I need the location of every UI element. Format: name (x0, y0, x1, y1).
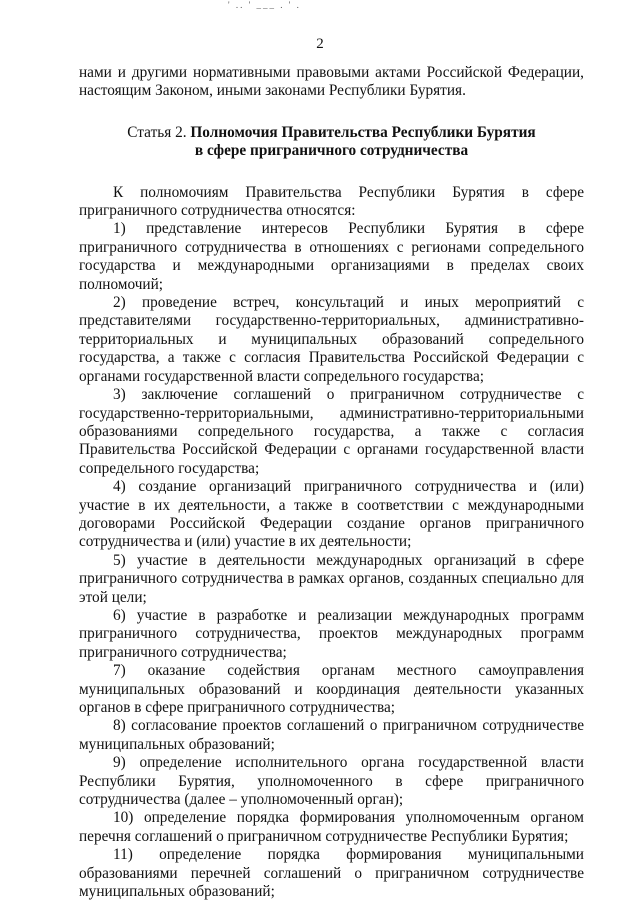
list-item: 8) согласование проектов соглашений о приграничном сотрудничестве муниципальных образований; (79, 717, 584, 753)
list-item: 6) участие в разработке и реализации международных программ приграничного сотрудничества, проектов международных программ приграничного сотрудничества; (79, 606, 584, 661)
top-scan-marks: ' .. ' ___ . ' . (228, 0, 301, 10)
list-item: 2) проведение встреч, консультаций и иных мероприятий с представителями государственно-территориальных, административно-территориальных и муниципальных образований сопредельного государства, а также с согласия Правительства Российской Федерации с органами государственной власти сопредельного государства; (79, 294, 584, 385)
list-item: 11) определение порядка формирования муниципальными образованиями перечней соглашений о приграничном сотрудничестве муниципальных образований; (79, 846, 584, 901)
list-item: 1) представление интересов Республики Бурятия в сфере приграничного сотрудничества в отношениях с регионами сопредельного государства и международными организациями в пределах своих полномочий; (79, 220, 584, 293)
list-item: 10) определение порядка формирования уполномоченным органом перечня соглашений о приграничном сотрудничестве Республики Бурятия; (79, 809, 584, 845)
list-item: 9) определение исполнительного органа государственной власти Республики Бурятия, уполномоченного в сфере приграничного сотрудничества (далее – уполномоченный орган); (79, 754, 584, 809)
list-item: 4) создание организаций приграничного сотрудничества и (или) участие в их деятельности, а также в соответствии с международными договорами Российской Федерации создание органов приграничного сотрудничества и (или) участие в их деятельности; (79, 478, 584, 551)
list-item: 5) участие в деятельности международных организаций в сфере приграничного сотрудничества в рамках органов, созданных специально для этой цели; (79, 551, 584, 606)
lead-paragraph: К полномочиям Правительства Республики Бурятия в сфере приграничного сотрудничества относятся: (79, 183, 584, 220)
list-item: 3) заключение соглашений о приграничном сотрудничестве с государственно-территориальными, административно-территориальными образованиями сопредельного государства, а также с согласия Правительства Российской Федерации с органами государственной власти сопредельного государства; (79, 386, 584, 477)
intro-paragraph: нами и другими нормативными правовыми актами Российской Федерации, настоящим Законом, иными законами Республики Бурятия. (79, 64, 584, 100)
article-title-line-1: Полномочия Правительства Республики Бурятия (190, 123, 536, 141)
page-number: 2 (316, 36, 324, 52)
article-prefix: Статья 2. (127, 123, 191, 141)
list-item: 7) оказание содействия органам местного самоуправления муниципальных образований и координация деятельности указанных органов в сфере приграничного сотрудничества; (79, 662, 584, 716)
article-title-line-2: в сфере приграничного сотрудничества (194, 142, 469, 160)
document-body (79, 64, 584, 901)
article-heading (79, 124, 584, 161)
